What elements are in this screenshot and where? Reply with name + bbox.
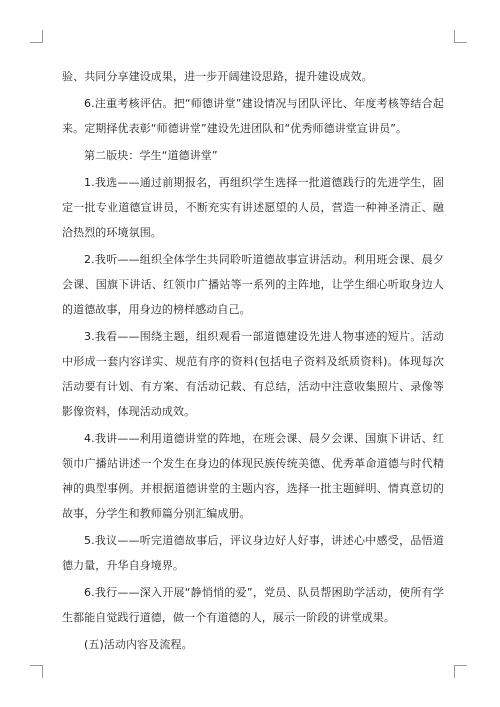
document-body [62,64,444,659]
paragraph-item-1: 1.我选——通过前期报名，再组织学生选择一批道德践行的先进学生，固定一批专业道德宣讲员，不断充实有讲述愿望的人员，营造一种神圣清正、融洽热烈的环境氛围。 [62,176,444,239]
paragraph-item-3: 3.我看——围绕主题，组织观看一部道德建设先进人物事迹的短片。活动中形成一套内容详实、规范有序的资料(包括电子资料及纸质资料)。体现每次活动要有计划、有方案、有活动记载、有总结，活动中注意收集照片、录像等影像资料，体现活动成效。 [62,330,444,418]
paragraph-item-4: 4.我讲——利用道德讲堂的阵地，在班会课、晨夕会课、国旗下讲话、红领巾广播站讲述一个发生在身边的体现民族传统美德、优秀革命道德与时代精神的典型事例。并根据道德讲堂的主题内容，选择一批主题鲜明、情真意切的故事，分学生和教师篇分别汇编成册。 [62,432,444,520]
paragraph-item-6: 6.我行——深入开展“静悄悄的爱”，党员、队员帮困助学活动，使所有学生都能自觉践行道德，做一个有道德的人，展示一阶段的讲堂成果。 [62,586,444,624]
crop-mark-bottom-left [30,665,43,678]
paragraph-assessment: 6.注重考核评估。把“师德讲堂”建设情况与团队评比、年度考核等结合起来。定期择优表彰“师德讲堂”建设先进团队和“优秀师德讲堂宣讲员”。 [62,97,444,135]
crop-mark-top-left [30,30,43,43]
paragraph-continuation: 验、共同分享建设成果，进一步开阔建设思路，提升建设成效。 [62,70,373,83]
subsection-heading: (五)活动内容及流程。 [84,638,193,651]
crop-mark-bottom-right [454,665,467,678]
crop-mark-top-right [454,30,467,43]
paragraph-item-2: 2.我听——组织全体学生共同聆听道德故事宣讲活动。利用班会课、晨夕会课、国旗下讲话、红领巾广播站等一系列的主阵地，让学生细心听取身边人的道德故事，用身边的榜样感动自己。 [62,253,444,316]
section-heading: 第二版块：学生“道德讲堂” [84,149,218,162]
paragraph-item-5: 5.我议——听完道德故事后，评议身边好人好事，讲述心中感受，品悟道德力量，升华自身境界。 [62,534,444,572]
